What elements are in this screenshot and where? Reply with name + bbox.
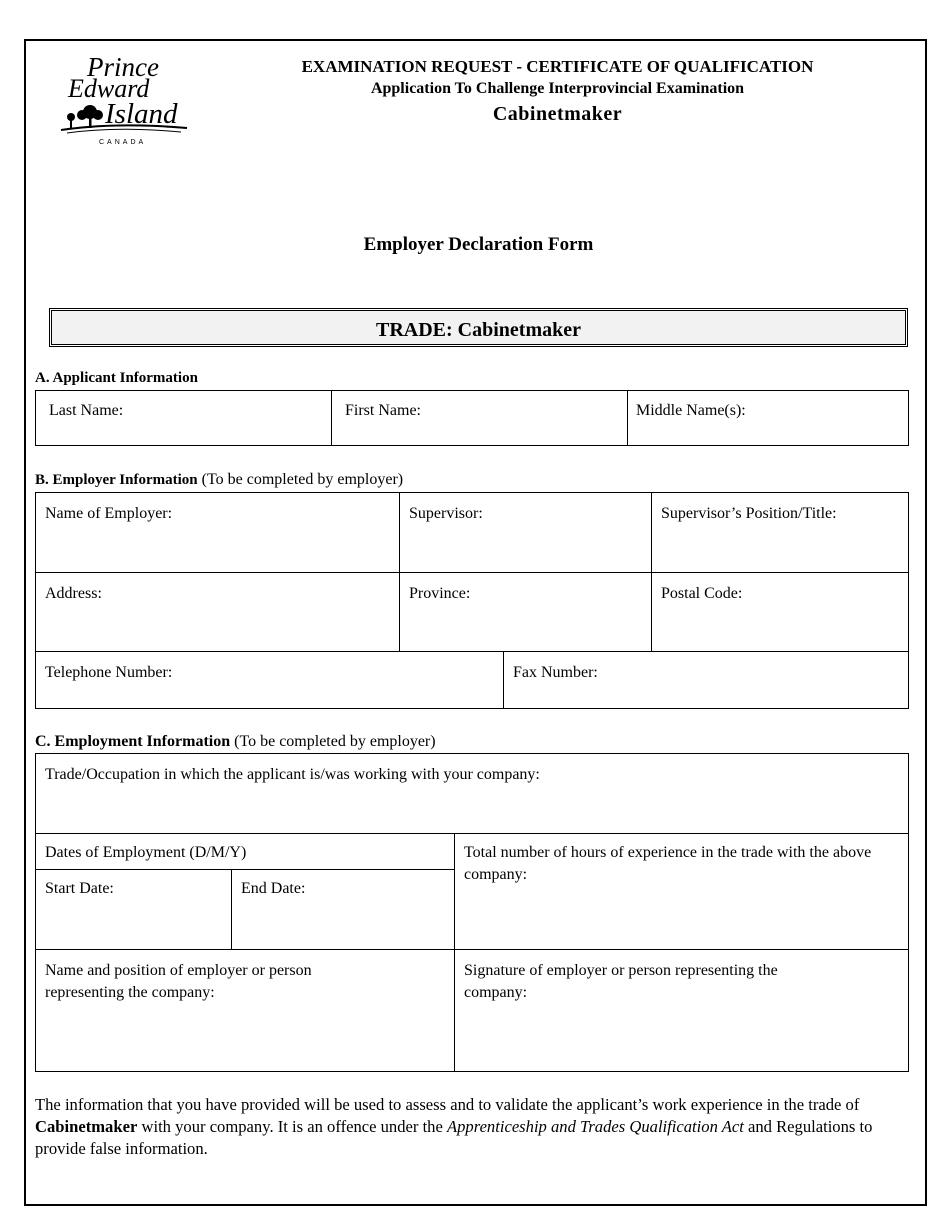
end-date-field[interactable] [232, 870, 455, 950]
employment-info-table [35, 753, 909, 1072]
section-a-title: A. Applicant Information [35, 370, 198, 386]
tree-logo-icon [57, 52, 193, 148]
section-b-title: B. Employer Information [35, 472, 198, 488]
logo-word-prince: Prince [87, 52, 159, 82]
section-c-heading [35, 733, 436, 751]
employer-info-table [35, 492, 909, 709]
employer-name-label: Name of Employer: [45, 505, 173, 522]
employer-name-position-field[interactable] [36, 950, 455, 1072]
note-part2: with your company. It is an offence under the [137, 1117, 447, 1136]
form-title: Employer Declaration Form [363, 234, 594, 255]
last-name-field[interactable] [36, 391, 332, 446]
last-name-label: Last Name: [49, 402, 124, 419]
supervisor-title-label: Supervisor’s Position/Title: [661, 505, 837, 522]
supervisor-field[interactable] [400, 493, 652, 573]
trade-occupation-field[interactable] [36, 754, 909, 834]
total-hours-label: Total number of hours of experience in the trade with the above company: [464, 844, 872, 883]
start-date-field[interactable] [36, 870, 232, 950]
trade-banner: TRADE: Cabinetmaker [49, 308, 908, 347]
province-field[interactable] [400, 573, 652, 652]
middle-name-field[interactable] [628, 391, 909, 446]
telephone-label: Telephone Number: [45, 664, 173, 681]
telephone-field[interactable] [36, 652, 504, 709]
note-act: Apprenticeship and Trades Qualification Act [447, 1117, 744, 1136]
note-trade: Cabinetmaker [35, 1117, 138, 1136]
supervisor-label: Supervisor: [409, 505, 483, 522]
fax-label: Fax Number: [513, 664, 598, 681]
province-label: Province: [409, 585, 471, 602]
postal-code-field[interactable] [652, 573, 909, 652]
middle-name-label: Middle Name(s): [636, 402, 746, 419]
total-hours-field[interactable] [455, 834, 909, 950]
address-label: Address: [45, 585, 102, 602]
section-b-heading [35, 471, 403, 489]
pei-logo [57, 52, 193, 148]
header-trade: Cabinetmaker [492, 103, 623, 125]
fax-field[interactable] [504, 652, 909, 709]
employer-name-field[interactable] [36, 493, 400, 573]
header-title: EXAMINATION REQUEST - CERTIFICATE OF QUALIFICATION [301, 57, 814, 76]
section-c-title: C. Employment Information [35, 733, 231, 750]
start-date-label: Start Date: [45, 880, 114, 897]
postal-code-label: Postal Code: [661, 585, 743, 602]
declaration-note [35, 1094, 915, 1160]
section-b-note: (To be completed by employer) [197, 471, 404, 488]
employer-name-position-label: Name and position of employer or person representing the company: [45, 962, 312, 1001]
section-c-note: (To be completed by employer) [230, 733, 436, 750]
end-date-label: End Date: [241, 880, 306, 897]
logo-country: CANADA [99, 139, 147, 146]
supervisor-title-field[interactable] [652, 493, 909, 573]
employer-signature-label: Signature of employer or person representing the company: [464, 962, 778, 1001]
note-part3: and Regulations to provide false information. [35, 1117, 873, 1158]
address-field[interactable] [36, 573, 400, 652]
logo-word-island: Island [105, 98, 178, 130]
note-part1: The information that you have provided will be used to assess and to validate the applicant’s work experience in the trade of [35, 1095, 860, 1114]
dates-of-employment-label: Dates of Employment (D/M/Y) [45, 844, 247, 861]
trade-occupation-label: Trade/Occupation in which the applicant is/was working with your company: [45, 766, 540, 783]
logo-word-edward: Edward [68, 74, 150, 103]
section-a-heading [35, 370, 198, 387]
employer-signature-field[interactable] [455, 950, 909, 1072]
applicant-info-table [35, 390, 909, 446]
dates-of-employment-header [36, 834, 455, 870]
first-name-label: First Name: [345, 402, 421, 419]
first-name-field[interactable] [332, 391, 628, 446]
header-subtitle: Application To Challenge Interprovincial Examination [370, 80, 745, 97]
